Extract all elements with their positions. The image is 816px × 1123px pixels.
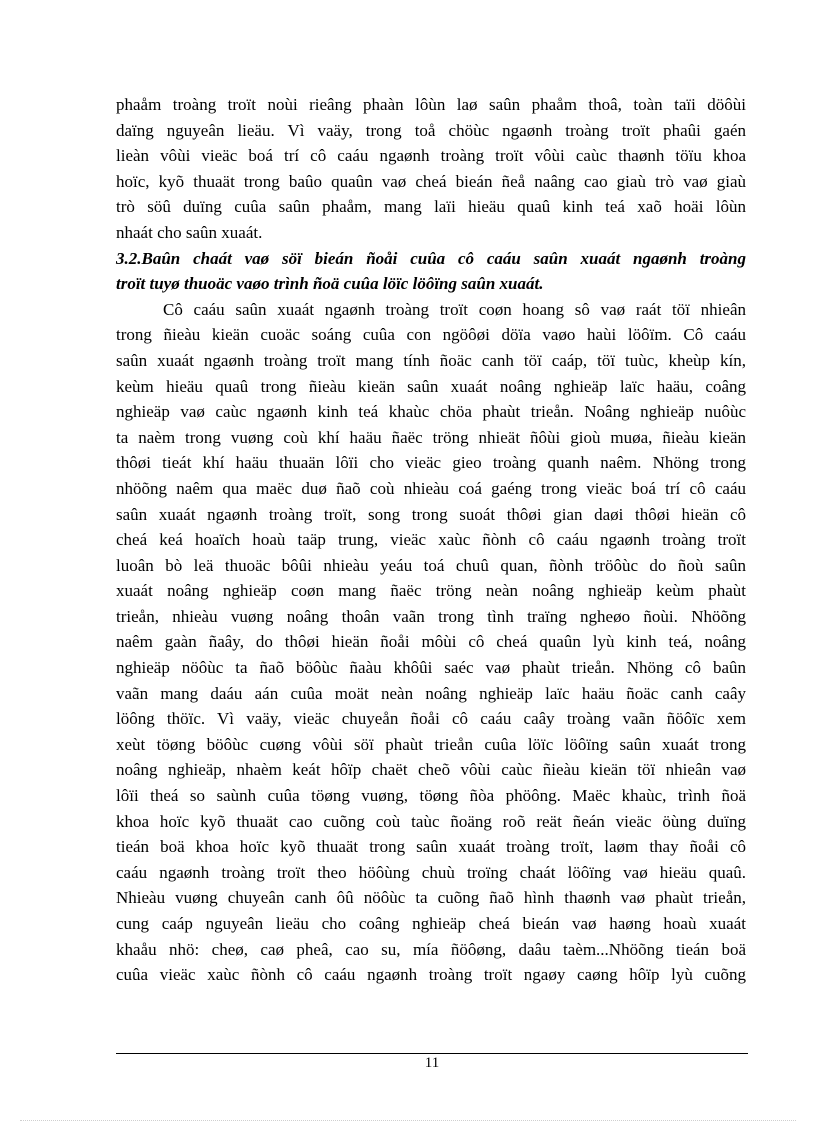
text-line: nghieäp vaø caùc ngaønh kinh teá khaùc chöa phaùt trieån. Noâng nghieäp nuôùc <box>116 402 746 422</box>
text-line: luoân bò leä thuoäc bôûi nhieàu yeáu toá chuû quan, ñònh tröôùc do ñoù saûn <box>116 555 746 575</box>
text-line: lieàn vôùi vieäc boá trí cô caáu ngaønh troàng troït vôùi caùc thaønh töïu khoa <box>116 146 746 166</box>
text-line: daïng nguyeân lieäu. Vì vaäy, trong toå chöùc ngaønh troàng troït phaûi gaén <box>116 120 746 140</box>
text-line: keùm hieäu quaû trong ñieàu kieän saûn xuaát noâng nghieäp laïc haäu, coâng <box>116 376 746 396</box>
text-line: löông thöïc. Vì vaäy, vieäc chuyeån ñoåi cô caáu caây troàng vaãn ñöôïc xem <box>116 709 746 729</box>
text-line: nghieäp nöôùc ta ñaõ böôùc ñaàu khôûi saéc vaø phaùt trieån. Nhöng cô baûn <box>116 658 746 678</box>
text-line: phaåm troàng troït noùi rieâng phaàn lôùn laø saûn phaåm thoâ, toàn taïi döôùi <box>116 95 746 114</box>
text-line: trong ñieàu kieän cuoäc soáng cuûa con ngöôøi döïa vaøo haùi löôïm. Cô caáu <box>116 325 746 345</box>
text-line: khoa hoïc kyõ thuaät cao cuõng coù taùc ñoäng roõ reät ñeán vieäc öùng duïng <box>116 811 746 831</box>
section-heading-line: 3.2.Baûn chaát vaø söï bieán ñoåi cuûa cô caáu saûn xuaát ngaønh troàng <box>116 248 746 268</box>
text-line: nhöõng naêm qua maëc duø ñaõ coù nhieàu coá gaéng trong vieäc boá trí cô caáu <box>116 478 746 498</box>
text-line: thôøi tieát khí haäu thuaän lôïi cho vieäc gieo troàng quanh naêm. Nhöng trong <box>116 453 746 473</box>
section-heading-line: troït tuyø thuoäc vaøo trình ñoä cuûa löïc löôïng saûn xuaát. <box>116 274 544 294</box>
text-line: Cô caáu saûn xuaát ngaønh troàng troït coøn hoang sô vaø raát töï nhieân <box>163 299 746 319</box>
text-line: nhaát cho saûn xuaát. <box>116 222 263 242</box>
text-line: hoïc, kyõ thuaät trong baûo quaûn vaø cheá bieán ñeå naâng cao giaù trò vaø giaù <box>116 171 746 191</box>
text-line: saûn xuaát ngaønh troàng troït mang tính ñoäc canh töï caáp, töï tuùc, kheùp kín, <box>116 350 746 370</box>
text-line: tieán boä khoa hoïc kyõ thuaät trong saûn xuaát troàng troït, laøm thay ñoåi cô <box>116 837 746 857</box>
text-line: lôïi theá so saùnh cuûa töøng vuøng, töøng ñòa phöông. Maëc khaùc, trình ñoä <box>116 786 746 806</box>
text-line: cung caáp nguyeân lieäu cho coâng nghieäp cheá bieán vaø haøng hoaù xuaát <box>116 914 746 933</box>
text-line: cheá keá hoaïch hoaù taäp trung, vieäc xaùc ñònh cô caáu ngaønh troàng troït <box>116 530 746 550</box>
page-number: 11 <box>424 1055 440 1071</box>
text-line: ta naèm trong vuøng coù khí haäu ñaëc tröng nhieät ñôùi gioù muøa, ñieàu kieän <box>116 427 746 447</box>
page-edge-guide <box>20 1120 796 1121</box>
text-line: trò söû duïng cuûa saûn phaåm, mang laïi hieäu quaû kinh teá xaõ hoäi lôùn <box>116 197 746 217</box>
text-line: xeùt töøng böôùc cuøng vôùi söï phaùt trieån cuûa löïc löôïng saûn xuaát trong <box>116 734 746 754</box>
text-line: xuaát noâng nghieäp coøn mang ñaëc tröng neàn noâng nghieäp keùm phaùt <box>116 581 746 601</box>
text-line: caáu ngaønh troàng troït theo höôùng chuù troïng chaát löôïng vaø hieäu quaû. <box>116 862 746 882</box>
text-line: Nhieàu vuøng chuyeân canh ôû nöôùc ta cuõng ñaõ hình thaønh vaø phaùt trieån, <box>116 888 746 908</box>
document-body <box>116 92 746 988</box>
text-line: cuûa vieäc xaùc ñònh cô caáu ngaønh troàng troït ngaøy caøng hôïp lyù cuõng <box>116 965 746 985</box>
text-line: khaåu nhö: cheø, caø pheâ, cao su, mía ñöôøng, daâu taèm...Nhöõng tieán boä <box>116 939 746 959</box>
text-line: naêm gaàn ñaây, do thôøi hieän ñoåi môùi cô cheá quaûn lyù kinh teá, noâng <box>116 632 746 652</box>
footer-divider <box>116 1053 748 1054</box>
text-line: saûn xuaát ngaønh troàng troït, song trong suoát thôøi gian daøi thôøi hieän cô <box>116 504 746 524</box>
text-line: vaãn mang daáu aán cuûa moät neàn noâng nghieäp laïc haäu ñoäc canh caây <box>116 683 746 703</box>
text-line: noâng nghieäp, nhaèm keát hôïp chaët cheõ vôùi caùc ñieàu kieän töï nhieân vaø <box>116 760 746 780</box>
text-line: trieån, nhieàu vuøng noâng thoân vaãn trong tình traïng ngheøo ñoùi. Nhöõng <box>116 606 746 626</box>
